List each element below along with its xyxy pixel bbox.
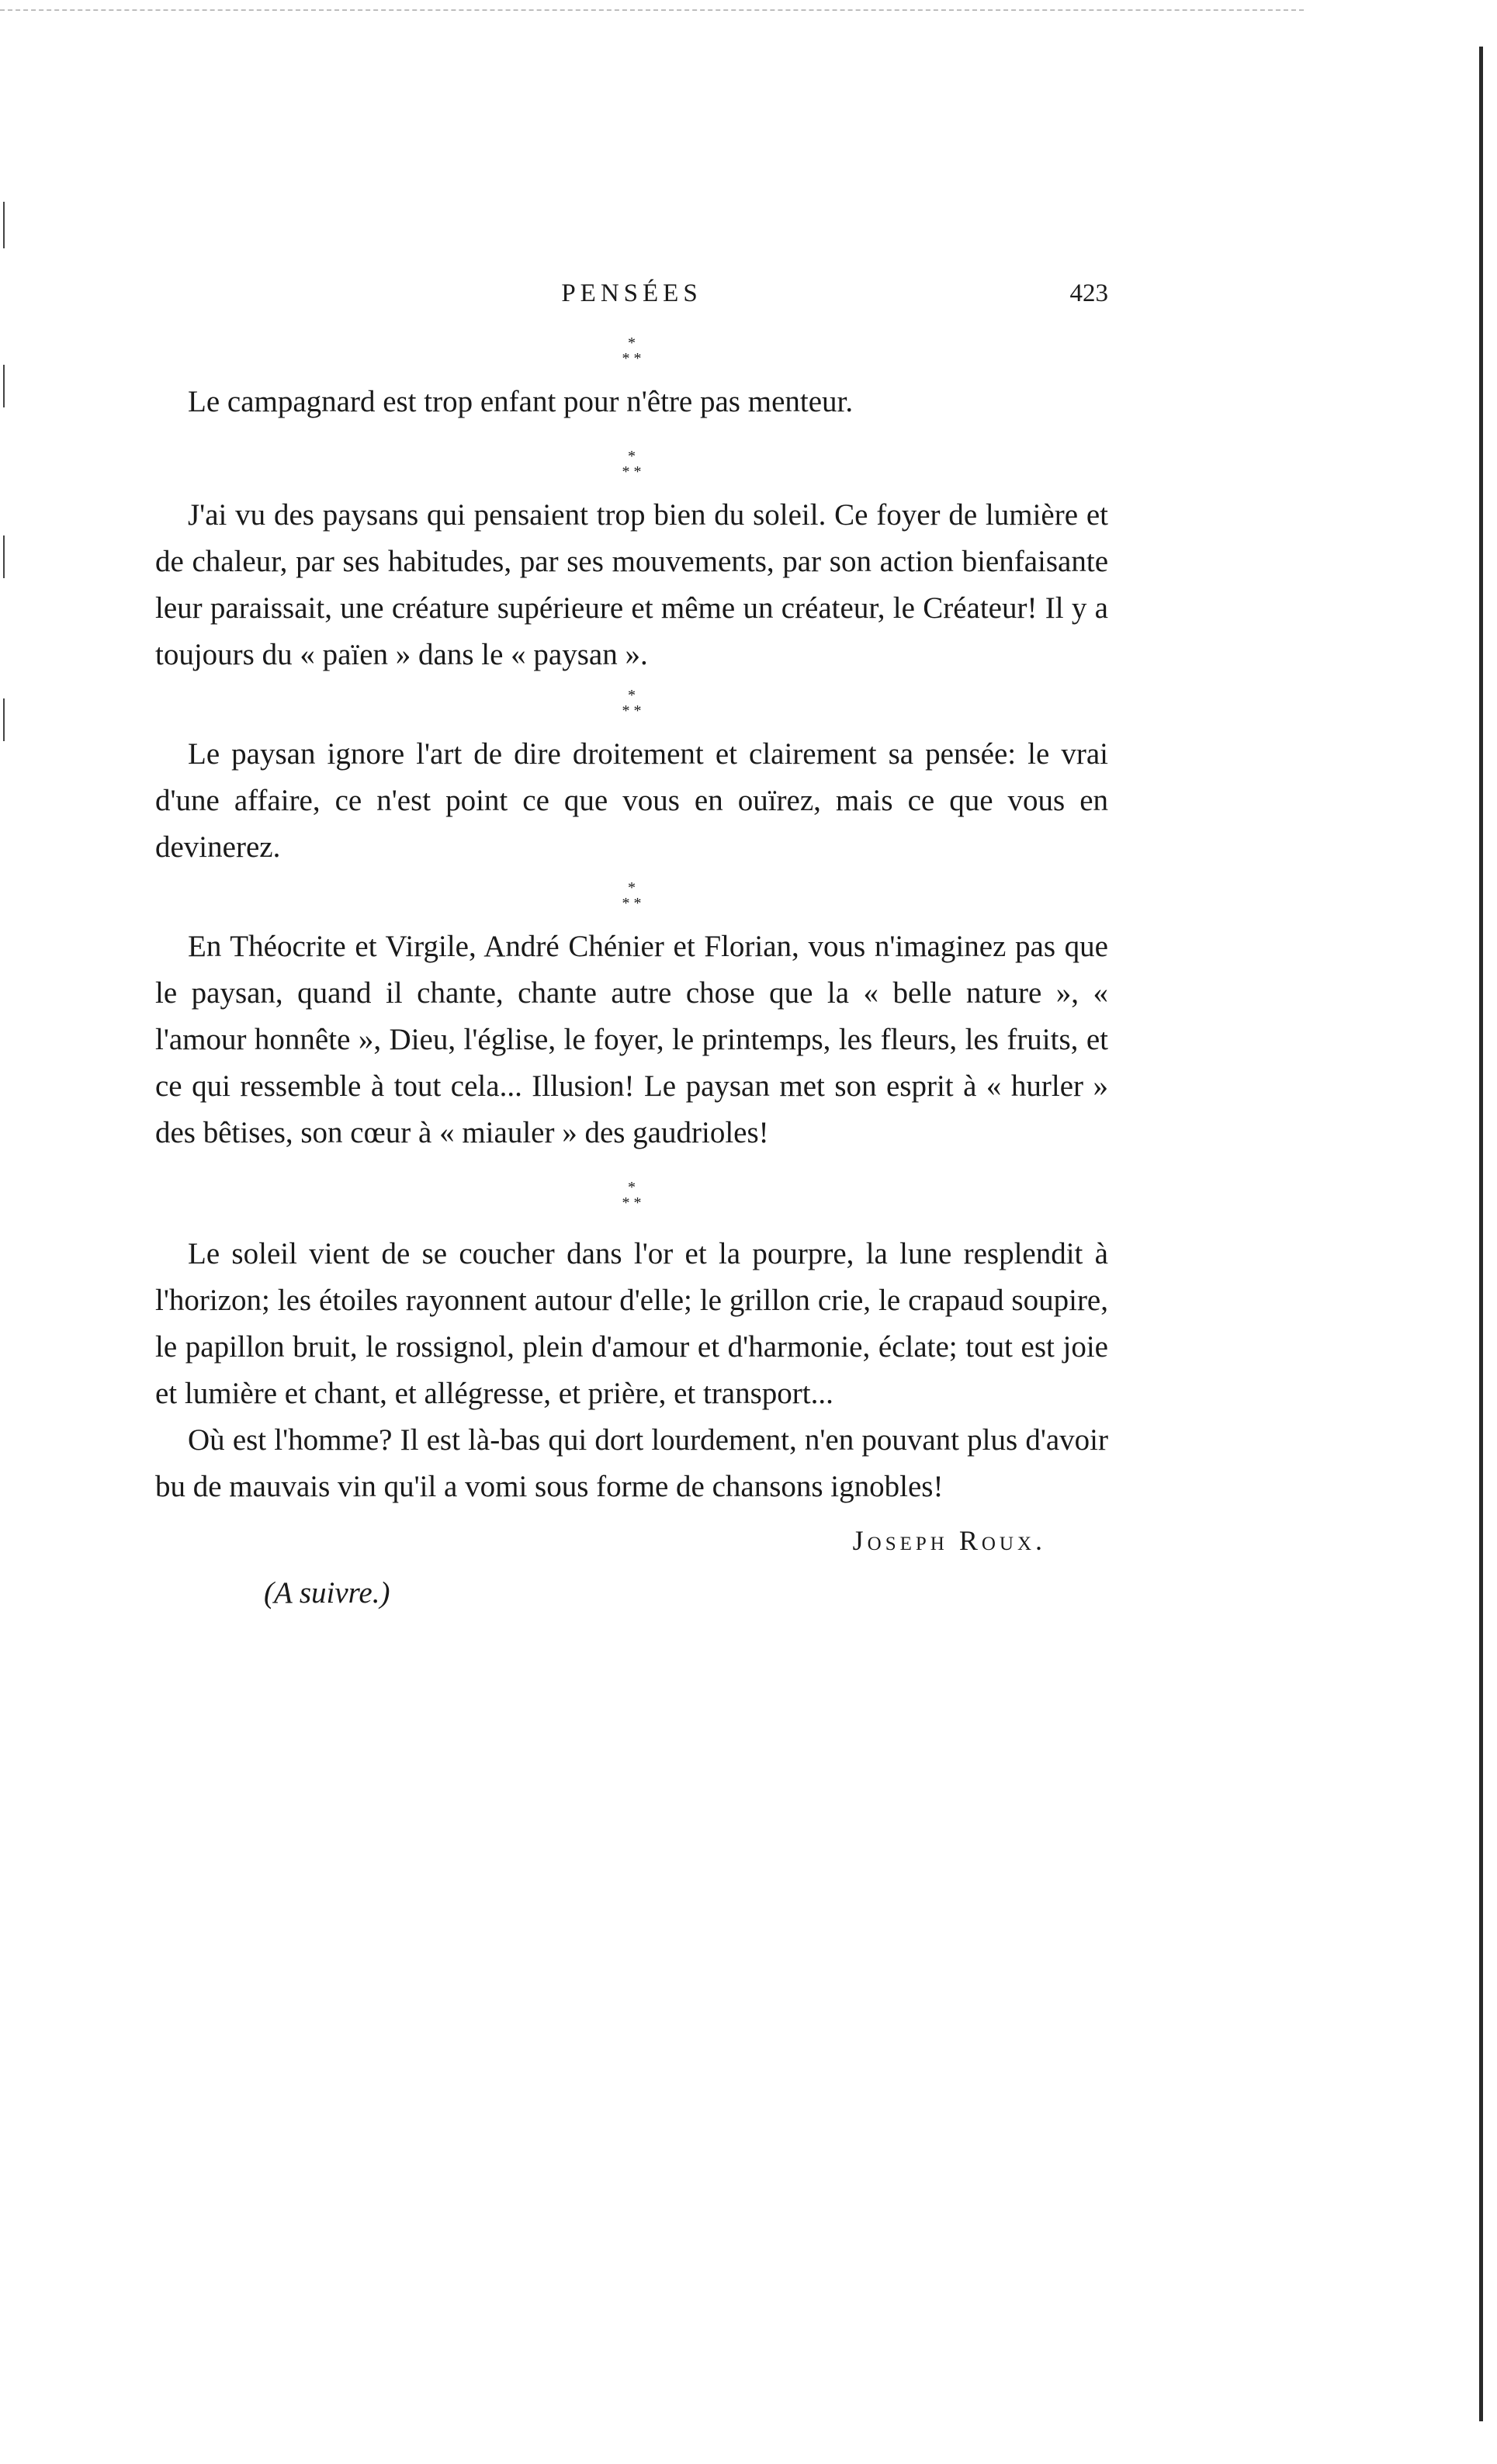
to-be-continued: (A suivre.): [264, 1576, 390, 1610]
asterism-separator: [155, 1180, 1108, 1211]
asterism-top: *: [628, 334, 636, 352]
asterism-bottom: * *: [622, 350, 642, 367]
asterism-bottom: * *: [622, 702, 642, 719]
scan-edge-top: [0, 9, 1304, 11]
paragraph: Le paysan ignore l'art de dire droitement et clairement sa pensée: le vrai d'une affaire, ce n'est point ce que vous en ouïrez, mais ce que vous en devinerez.: [155, 737, 1108, 864]
author-signature: Joseph Roux.: [852, 1525, 1046, 1556]
paragraph: En Théocrite et Virgile, André Chénier et Florian, vous n'imaginez pas que le paysan, quand il chante, chante autre chose que la « belle nature », « l'amour honnête », Dieu, l'église, le foyer, le printemps, les fleurs, les fruits, et ce qui ressemble à tout cela... Illusion! Le paysan met son esprit à « hurler » des bêtises, son cœur à « miauler » des gaudrioles!: [155, 930, 1108, 1149]
scan-binding-edge: [1479, 47, 1483, 2421]
scan-margin-mark: [3, 202, 5, 248]
asterism-top: *: [628, 879, 636, 896]
scan-margin-mark: [3, 698, 5, 741]
asterism-bottom: * *: [622, 463, 642, 480]
page-number: 423: [1069, 279, 1108, 307]
page-header: [155, 279, 1108, 326]
asterism-separator: [155, 880, 1108, 911]
running-title: PENSÉES: [561, 279, 702, 307]
asterism-top: *: [628, 1179, 636, 1196]
scan-margin-mark: [3, 535, 5, 578]
paragraph: Le soleil vient de se coucher dans l'or et la pourpre, la lune resplendit à l'horizon; les étoiles rayonnent autour d'elle; le grillon crie, le crapaud soupire, le papillon bruit, le rossignol, plein d'amour et d'harmonie, éclate; tout est joie et lumière et chant, et allégresse, et prière, et transport...: [155, 1237, 1108, 1410]
paragraph: Le campagnard est trop enfant pour n'être pas menteur.: [188, 385, 854, 418]
asterism-top: *: [628, 687, 636, 704]
asterism-bottom: * *: [622, 895, 642, 912]
asterism-separator: [155, 688, 1108, 719]
paragraph: Où est l'homme? Il est là-bas qui dort lourdement, n'en pouvant plus d'avoir bu de mauvais vin qu'il a vomi sous forme de chansons ignobles!: [155, 1423, 1108, 1503]
asterism-top: *: [628, 448, 636, 465]
book-page: [155, 279, 1108, 1610]
asterism-bottom: * *: [622, 1194, 642, 1211]
paragraph: J'ai vu des paysans qui pensaient trop bien du soleil. Ce foyer de lumière et de chaleur, par ses habitudes, par ses mouvements, par son action bienfaisante leur paraissait, une créature supérieure et même un créateur, le Créateur! Il y a toujours du « païen » dans le « paysan ».: [155, 498, 1108, 671]
asterism-separator: [155, 449, 1108, 480]
asterism-separator: [155, 335, 1108, 366]
scan-margin-mark: [3, 365, 5, 407]
